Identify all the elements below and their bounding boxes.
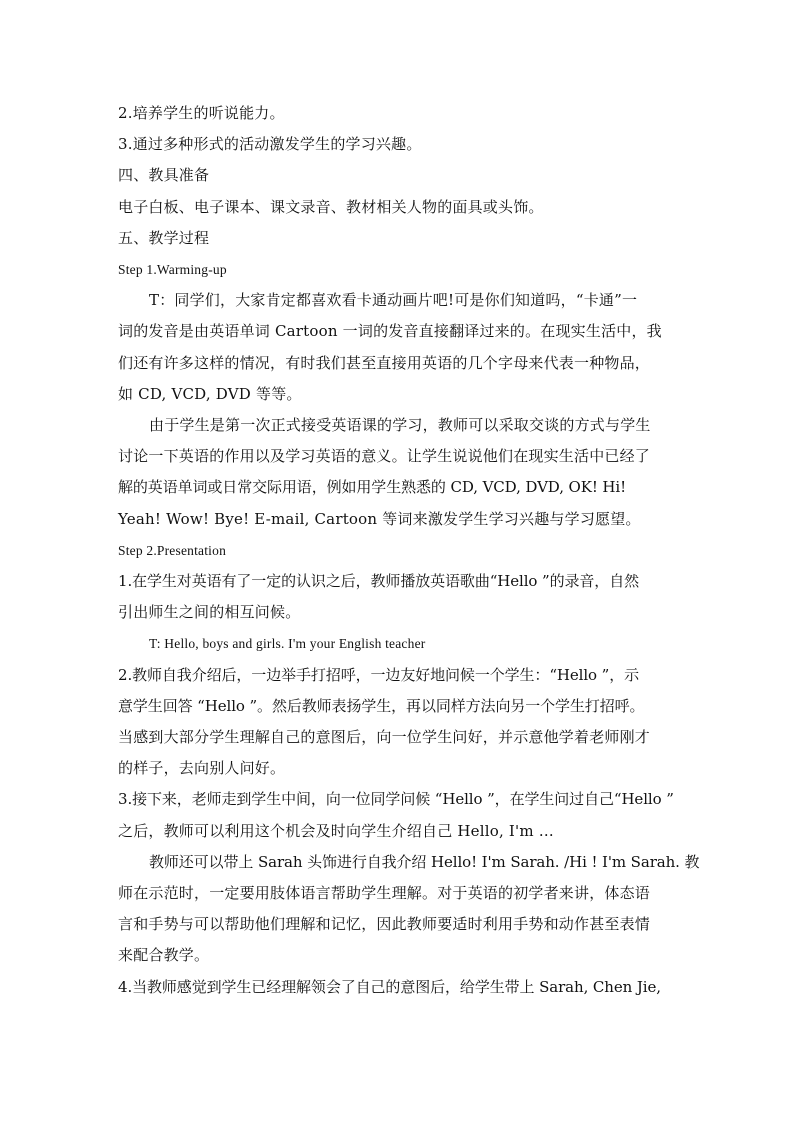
- paragraph-line: 来配合教学。: [118, 946, 210, 965]
- objective-2: 2.培养学生的听说能力。: [118, 104, 285, 122]
- paragraph-line: 师在示范时，一定要用肢体语言帮助学生理解。对于英语的初学者来讲，体态语: [118, 884, 651, 903]
- section-heading-teaching-aids: 四、教具准备: [118, 166, 210, 185]
- step-2-heading: Step 2.Presentation: [118, 542, 227, 558]
- paragraph-line: 言和手势与可以帮助他们理解和记忆，因此教师要适时利用手势和动作甚至表情: [118, 915, 651, 934]
- teaching-aids-list: 电子白板、电子课本、课文录音、教材相关人物的面具或头饰。: [118, 197, 544, 216]
- paragraph-line: 们还有许多这样的情况，有时我们甚至直接用英语的几个字母来代表一种物品，: [118, 353, 651, 372]
- paragraph-line: 教师还可以带上 Sarah 头饰进行自我介绍 Hello! I'm Sarah. /Hi ! I'm Sarah. 教: [149, 852, 700, 871]
- paragraph-line: 3.接下来，老师走到学生中间，向一位同学问候 “Hello ”，在学生问过自己“Hello ”: [118, 790, 674, 809]
- paragraph-line: 由于学生是第一次正式接受英语课的学习，教师可以采取交谈的方式与学生: [149, 416, 651, 435]
- paragraph-line: T：同学们，大家肯定都喜欢看卡通动画片吧!可是你们知道吗，“卡通”一: [149, 291, 638, 310]
- paragraph-line: 如 CD, VCD, DVD 等等。: [118, 384, 302, 403]
- document-page: [118, 98, 700, 1003]
- paragraph-line: 词的发音是由英语单词 Cartoon 一词的发音直接翻译过来的。在现实生活中，我: [118, 322, 662, 341]
- paragraph-line: 解的英语单词或日常交际用语，例如用学生熟悉的 CD, VCD, DVD, OK! Hi!: [118, 478, 627, 497]
- paragraph-line: 意学生回答 “Hello ”。然后教师表扬学生，再以同样方法向另一个学生打招呼。: [118, 696, 645, 715]
- paragraph-line: 的样子，去向别人问好。: [118, 759, 286, 778]
- paragraph-line: Yeah! Wow! Bye! E-mail, Cartoon 等词来激发学生学习兴趣与学习愿望。: [118, 509, 641, 528]
- paragraph-line: 之后，教师可以利用这个机会及时向学生介绍自己 Hello, I'm …: [118, 821, 554, 840]
- paragraph-line: 引出师生之间的相互问候。: [118, 603, 301, 622]
- step-1-heading: Step 1.Warming-up: [118, 262, 227, 278]
- dialogue-line: T: Hello, boys and girls. I'm your English teacher: [149, 636, 426, 652]
- section-heading-teaching-process: 五、教学过程: [118, 228, 210, 247]
- paragraph-line: 2.教师自我介绍后，一边举手打招呼，一边友好地问候一个学生：“Hello ”，示: [118, 665, 640, 684]
- paragraph-line: 4.当教师感觉到学生已经理解领会了自己的意图后，给学生带上 Sarah, Chen Jie,: [118, 977, 661, 996]
- paragraph-line: 讨论一下英语的作用以及学习英语的意义。让学生说说他们在现实生活中已经了: [118, 447, 651, 466]
- paragraph-line: 当感到大部分学生理解自己的意图后，向一位学生问好，并示意他学着老师刚才: [118, 728, 651, 747]
- paragraph-line: 1.在学生对英语有了一定的认识之后，教师播放英语歌曲“Hello ”的录音，自然: [118, 572, 640, 591]
- objective-3: 3.通过多种形式的活动激发学生的学习兴趣。: [118, 135, 422, 154]
